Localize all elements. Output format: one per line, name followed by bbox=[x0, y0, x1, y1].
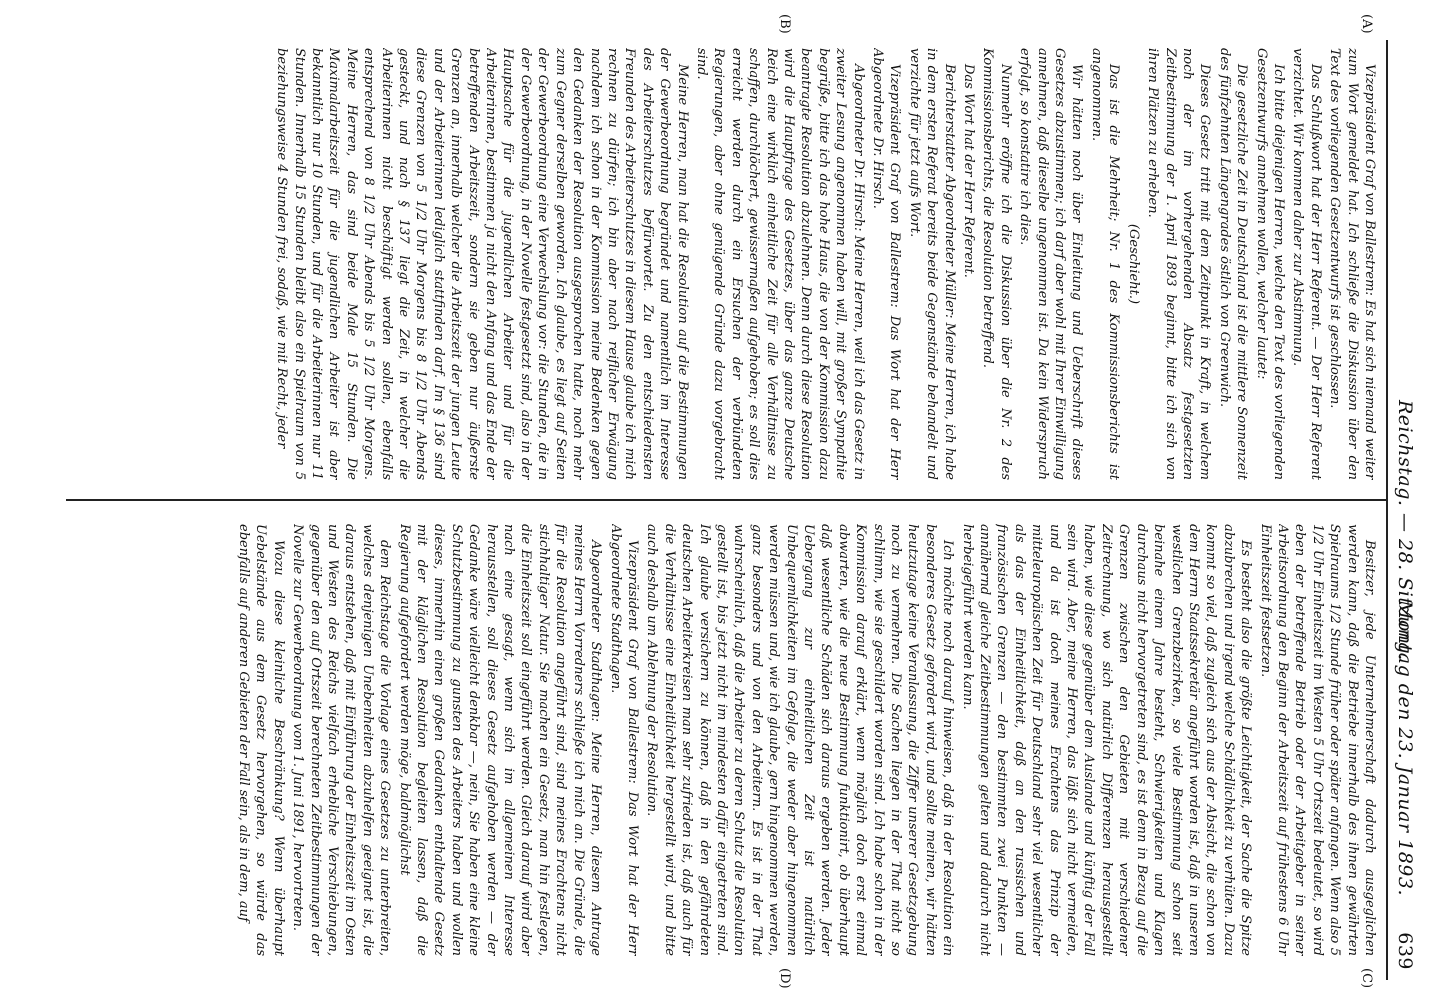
margin-marker-c: (C) bbox=[1359, 968, 1374, 989]
margin-marker-a: (A) bbox=[1359, 14, 1374, 34]
page-header bbox=[1386, 40, 1422, 980]
speech-paragraph: Es besteht also die größte Leichtigkeit, der Sache die Spitze abzubrechen und irgend welche Schädlichkeit zu verhüten. Dazu kommt so viel, daß zugleich sich aus der Absicht, die schon von dem Herrn Staatssekretär angeführt worden ist, daß in unseren westlichen Grenzbezirken, so viele Bestimmung schon seit beinahe einem Jahre besteht, Schwierigkeiten und Klagen durchaus nicht hervorgetreten sind, es ist denn in Bezug auf die Grenzen zwischen den Gebieten mit verschiedener Zeitrechnung, wo sich natürlich Differenzen herausgestellt haben, wie diese gegenüber dem Auslande und künftig der Fall sein wird. Aber, meine Herren, das läßt sich nicht vermeiden, und da ist doch meines Erachtens das Prinzip der mitteleuropäischen Zeit für Deutschland sehr viel wesentlicher als das der Einheitlichkeit, daß an den russischen und französischen Grenzen — den bestimmten zwei Punkten — annähernd gleiche Zeitbestimmungen gelten und dadurch nicht herbeigeführt werden kann. bbox=[959, 524, 1254, 956]
quoted-resolution-text: dem Reichstage die Vorlage eines Gesetzes zu unterbreiten, welches denjenigen Unebenheiten abzuhelfen geeignet ist, die daraus entstehen, daß mit Einführung der Einheitszeit im Osten und Westen des Reichs vielfach erhebliche Verschiebungen, gegenüber den auf Ortszeit berechneten Zeitbestimmungen der Novelle zur Gewerbeordnung vom 1. Juni 1891, hervortreten. bbox=[290, 524, 393, 956]
paragraph: Das Schlußwort hat der Herr Referent. — Der Herr Referent verzichtet. Wir kommen daher zur Abstimmung. bbox=[1290, 48, 1323, 480]
margin-marker-b: (B) bbox=[777, 14, 792, 34]
paragraph: Das Wort hat der Herr Referent. bbox=[961, 64, 977, 278]
speech-paragraph: Besitzer, jede Unternehmerschaft dadurch ausgeglichen werden kann, daß die Betriebe innerhalb des ihnen gewährten Spielraums 1/2 Stunde früher oder später anfangen. Wenn also 5 1/2 Uhr Einheitszeit im Westen 5 Uhr Ortszeit bedeutet, so wird eben der betreffende Betrieb oder der Arbeitgeber in seiner Arbeitsordnung den Beginn der Arbeitszeit auf frühestens 6 Uhr Einheitszeit festsetzen. bbox=[1257, 524, 1377, 956]
left-column bbox=[78, 48, 1378, 480]
stage-direction: (Geschieht.) bbox=[1125, 223, 1141, 305]
session-date: Montag den 23. Januar 1893. bbox=[1394, 600, 1416, 896]
speech-paragraph: Abgeordneter Stadthagen: Meine Herren, diesem Antrage meines Herrn Vorredners schließe ich mich an. Die Gründe, die für die Resolution angeführt sind, sind meines Erachtens nicht stichhaltiger Natur. Sie machen ein Gesetz, man hin festlegen, die Einheitszeit soll eingeführt werden. Gleich darauf wird aber nach eine gesagt, wenn sich im allgemeinen Interesse herausstellen, soll dieses Gesetz aufgehoben werden — der Gedanke wäre vielleicht denkbar —, nein, Sie haben eine kleine Schutzbestimmung zu gunsten des Arbeiters haben und wollen dieses, immerhin einen großen Gedanken enthaltende Gesetz mit der kläglichen Resolution begleiten lassen, daß die Regierung aufgefordert werden möge, baldmöglichst bbox=[396, 524, 604, 956]
right-column bbox=[78, 524, 1378, 956]
speech-paragraph: Abgeordneter Dr. Hirsch: Meine Herren, weil ich das Gesetz in zweiter Lesung angenommen haben will, mit großer Sympathie begrüße, bitte ich das hohe Haus, die von der Kommission dazu beantragte Resolution abzulehnen. Denn durch diese Resolution wird die Hauptfrage des Gesetzes, über das ganze Deutsche Reich eine wirklich einheitliche Zeit für alle Verhältnisse zu schaffen, durchlöchert, gewissermaßen aufgehoben; es soll dies erreicht werden durch ein Ersuchen der verbündeten Regierungen, aber ohne genügende Gründe dazu vorgebracht sind. bbox=[693, 48, 866, 480]
speech-paragraph: Wozu diese kleinliche Beschränkung? Wenn überhaupt Uebelstände aus dem Gesetz hervorgehen, so würde das ebenfalls auf anderen Gebieten der Fall sein, als in dem, auf bbox=[236, 524, 286, 956]
paragraph: Nunmehr eröffne ich die Diskussion über die Nr. 2 des Kommissionsberichts, die Resolution betreffend. bbox=[980, 48, 1013, 480]
column-divider bbox=[66, 499, 1386, 501]
speech-paragraph: Ich möchte noch darauf hinweisen, daß in der Resolution ein besonderes Gesetz gefordert wird, und sollte meinen, wir hätten heutzutage keine Veranlassung, die Ziffer unserer Gesetzgebung noch zu vermehren. Die Sachen liegen in der That nicht so schlimm, wie sie geschildert worden sind. Ich habe schon in der Kommission darauf erklärt, wenn möglich doch erst einmal abwarten, wie die neue Bestimmung funktionirt, ob überhaupt daß wesentliche Schäden sich daraus ergeben werden. Jeder Uebergang zur einheitlichen Zeit ist natürlich Unbequemlichkeiten im Gefolge, die weder aber hingenommen werden müssen und, wie ich glaube, gern hingenommen werden, ganz besonders und von den Arbeitern. Es ist in der That wahrscheinlich, daß die Arbeiter zu deren Schutz die Resolution gestellt ist, bis jetzt nicht im mindesten dafür eingetreten sind. Ich glaube versichern zu können, daß in den gefährdeten deutschen Arbeiterkreisen man sehr zufrieden ist, daß auch für die Verhältnisse eine Einheitlichkeit hergestellt wird, und bitte auch deshalb um Ablehnung der Resolution. bbox=[644, 524, 956, 956]
quoted-law-text: Dieses Gesetz tritt mit dem Zeitpunkt in Kraft, in welchem noch der im vorhergehenden Absatz festgesetzten Zeitbestimmung der 1. April 1893 beginnt, bitte ich sich von ihren Plätzen zu erheben. bbox=[1145, 48, 1213, 480]
quoted-law-text: Die gesetzliche Zeit in Deutschland ist die mittlere Sonnenzeit des fünfzehnten Längengrades östlich von Greenwich. bbox=[1216, 48, 1250, 480]
paragraph: Das ist die Mehrheit; Nr. 1 des Kommissionsberichts ist angenommen. bbox=[1088, 48, 1122, 480]
speech-paragraph: Berichterstatter Abgeordneter Müller: Meine Herren, ich habe in dem ersten Referat bereits beide Gegenstände behandelt und verzichte für jetzt aufs Wort. bbox=[906, 48, 957, 480]
paragraph: Vizepräsident Graf von Ballestrem: Es hat sich niemand weiter zum Wort gemeldet hat. Ich schließe die Diskussion über den Text des vorliegenden Gesetzentwurfs ist geschlossen. bbox=[1327, 48, 1377, 480]
margin-marker-d: (D) bbox=[777, 968, 792, 989]
page-number: 639 bbox=[1394, 932, 1416, 970]
speech-paragraph: Meine Herren, man hat die Resolution auf die Bestimmungen der Gewerbeordnung begründet und namentlich im Interesse des Arbeiterschutzes befürwortet. Zu den entschiedensten Freunden des Arbeiterschutzes in diesem Hause glaube ich mich rechnen zu dürfen; ich bin aber nach reiflicher Erwägung nachdem ich schon in der Kommission meine Bedenken gegen den Gedanken der Resolution ausgesprochen hatte, noch mehr zum Gegner derselben geworden. Ich glaube, es liegt auf Seiten der Gewerbeordnung eine Verwechslung vor: die Stunden, die in der Gewerbeordnung, in der Novelle festgesetzt sind, also in der Hauptsache für die jugendlichen Arbeiter und für die Arbeiterinnen, bestimmen ja nicht den Anfang und das Ende der betreffenden Arbeitszeit, sondern sie geben nur äußerste Grenzen an, innerhalb welcher die Arbeitszeit der jungen Leute und der Arbeiterinnen lediglich stattfinden darf. Im § 136 sind diese Grenzen von 5 1/2 Uhr Morgens bis 8 1/2 Uhr Abends gesteckt, und nach § 137 liegt die Zeit, in welcher die Arbeiterinnen nicht beschäftigt werden sollen, ebenfalls entsprechend von 8 1/2 Uhr Abends bis 5 1/2 Uhr Morgens. Meine Herren, das sind beide Male 15 Stunden. Die Maximalarbeitszeit für die jugendlichen Arbeiter ist aber bekanntlich nur 10 Stunden, und für die Arbeiterinnen nur 11 Stunden. Innerhalb 15 Stunden bleibt also ein Spielraum von 5 beziehungsweise 4 Stunden frei, sodaß, wie mit Recht, jeder bbox=[274, 48, 690, 480]
paragraph: Wir hätten noch über Einleitung und Ueberschrift dieses Gesetzes abzustimmen; ich darf aber wohl mit Ihrer Einwilligung annehmen, daß dieselbe ungenommen ist. Da kein Widerspruch erfolgt, so konstatire ich dies. bbox=[1017, 48, 1085, 480]
paragraph: Ich bitte diejenigen Herren, welche den Text des vorliegenden Gesetzentwurfs annehmen wollen, welcher lautet: bbox=[1253, 48, 1286, 480]
speech-paragraph: Vizepräsident Graf von Ballestrem: Das Wort hat der Herr Abgeordnete Stadthagen. bbox=[607, 524, 640, 956]
running-title: Reichstag. — 28. Sitzung. bbox=[1394, 400, 1416, 661]
speech-paragraph: Vizepräsident Graf von Ballestrem: Das Wort hat der Herr Abgeordnete Dr. Hirsch. bbox=[870, 48, 903, 480]
